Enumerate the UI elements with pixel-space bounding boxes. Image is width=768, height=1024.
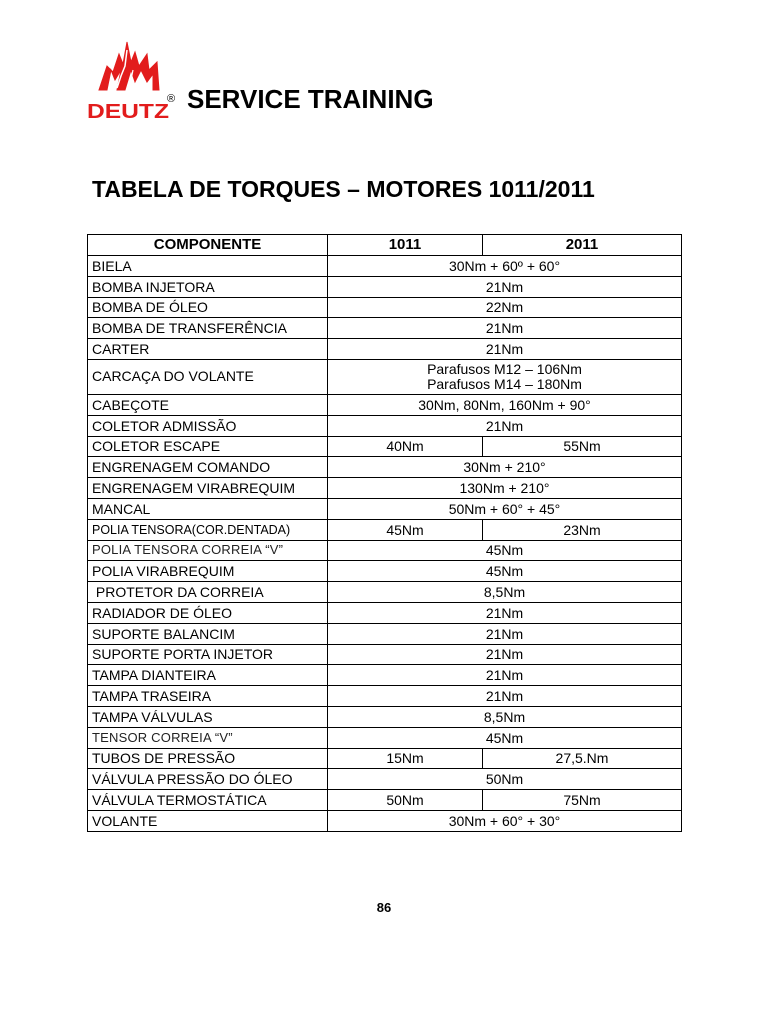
table-row [88,582,682,603]
table-row [88,561,682,582]
torque-value-cell: 130Nm + 210° [328,478,682,499]
torque-1011-cell: 50Nm [328,790,483,811]
component-cell: TUBOS DE PRESSÃO [88,748,328,769]
torque-value-cell: 21Nm [328,644,682,665]
component-cell: TAMPA TRASEIRA [88,686,328,707]
document-title: TABELA DE TORQUES – MOTORES 1011/2011 [92,176,595,202]
torque-value-cell: 45Nm [328,727,682,748]
torque-value-cell: 21Nm [328,415,682,436]
column-header-1011: 1011 [328,235,483,256]
torque-value-cell: 21Nm [328,665,682,686]
table-row [88,602,682,623]
table-row [88,686,682,707]
component-cell: CABEÇOTE [88,394,328,415]
component-cell: TAMPA VÁLVULAS [88,706,328,727]
torque-table [87,234,682,832]
component-cell: BOMBA INJETORA [88,276,328,297]
table-row [88,540,682,561]
component-cell: COLETOR ADMISSÃO [88,415,328,436]
component-cell: POLIA TENSORA CORREIA “V” [88,540,328,561]
page-number: 86 [376,900,392,915]
component-cell: VÁLVULA TERMOSTÁTICA [88,790,328,811]
table-row [88,623,682,644]
table-row [88,790,682,811]
torque-1011-cell: 40Nm [328,436,483,457]
torque-2011-cell: 55Nm [483,436,682,457]
column-header-componente: COMPONENTE [88,235,328,256]
torque-value-cell: 30Nm + 60° + 30° [328,810,682,831]
table-row [88,478,682,499]
torque-value-cell: 21Nm [328,623,682,644]
torque-value-cell: 21Nm [328,276,682,297]
table-row [88,436,682,457]
table-row [88,810,682,831]
component-cell: CARCAÇA DO VOLANTE [88,359,328,394]
table-row [88,727,682,748]
component-cell: SUPORTE PORTA INJETOR [88,644,328,665]
component-cell: COLETOR ESCAPE [88,436,328,457]
table-row [88,318,682,339]
component-cell: SUPORTE BALANCIM [88,623,328,644]
component-cell: VOLANTE [88,810,328,831]
torque-value-cell: 30Nm + 60º + 60° [328,256,682,277]
torque-2011-cell: 75Nm [483,790,682,811]
component-cell: CARTER [88,339,328,360]
torque-value-cell: 8,5Nm [328,582,682,603]
table-row [88,769,682,790]
torque-2011-cell: 23Nm [483,519,682,540]
component-cell: BIELA [88,256,328,277]
torque-value-cell: 30Nm, 80Nm, 160Nm + 90° [328,394,682,415]
table-row [88,297,682,318]
torque-value-cell: 21Nm [328,318,682,339]
table-row [88,498,682,519]
component-cell: BOMBA DE ÓLEO [88,297,328,318]
table-row [88,359,682,394]
component-cell: POLIA VIRABREQUIM [88,561,328,582]
deutz-knight-icon [87,40,177,124]
component-cell: ENGRENAGEM VIRABREQUIM [88,478,328,499]
component-cell: POLIA TENSORA(COR.DENTADA) [88,519,328,540]
torque-value-cell: 21Nm [328,339,682,360]
registered-mark: ® [167,93,176,105]
torque-1011-cell: 45Nm [328,519,483,540]
torque-value-cell: 45Nm [328,561,682,582]
component-cell: TAMPA DIANTEIRA [88,665,328,686]
torque-2011-cell: 27,5.Nm [483,748,682,769]
table-row [88,644,682,665]
torque-value-cell: 45Nm [328,540,682,561]
torque-1011-cell: 15Nm [328,748,483,769]
torque-value-cell: 22Nm [328,297,682,318]
component-cell: BOMBA DE TRANSFERÊNCIA [88,318,328,339]
component-cell: ENGRENAGEM COMANDO [88,457,328,478]
torque-value-cell: 50Nm [328,769,682,790]
table-row [88,519,682,540]
torque-value-line: Parafusos M12 – 106Nm [427,360,582,377]
table-row [88,706,682,727]
torque-value-cell: 21Nm [328,686,682,707]
table-row [88,665,682,686]
torque-value-cell: 50Nm + 60° + 45° [328,498,682,519]
column-header-2011: 2011 [483,235,682,256]
component-cell: TENSOR CORREIA “V” [88,727,328,748]
component-cell: RADIADOR DE ÓLEO [88,602,328,623]
table-row [88,394,682,415]
torque-value-cell [328,359,682,394]
header-title: SERVICE TRAINING [187,84,434,114]
table-header-row [88,235,682,256]
component-cell: VÁLVULA PRESSÃO DO ÓLEO [88,769,328,790]
torque-value-cell: 8,5Nm [328,706,682,727]
component-cell: PROTETOR DA CORREIA [88,582,328,603]
table-row [88,748,682,769]
table-row [88,276,682,297]
deutz-logo-text: DEUTZ [87,101,169,123]
table-row [88,256,682,277]
torque-value-cell: 21Nm [328,602,682,623]
table-row [88,415,682,436]
table-row [88,339,682,360]
table-row [88,457,682,478]
torque-value-line: Parafusos M14 – 180Nm [427,375,582,392]
deutz-logo [87,40,177,124]
torque-value-cell: 30Nm + 210° [328,457,682,478]
component-cell: MANCAL [88,498,328,519]
